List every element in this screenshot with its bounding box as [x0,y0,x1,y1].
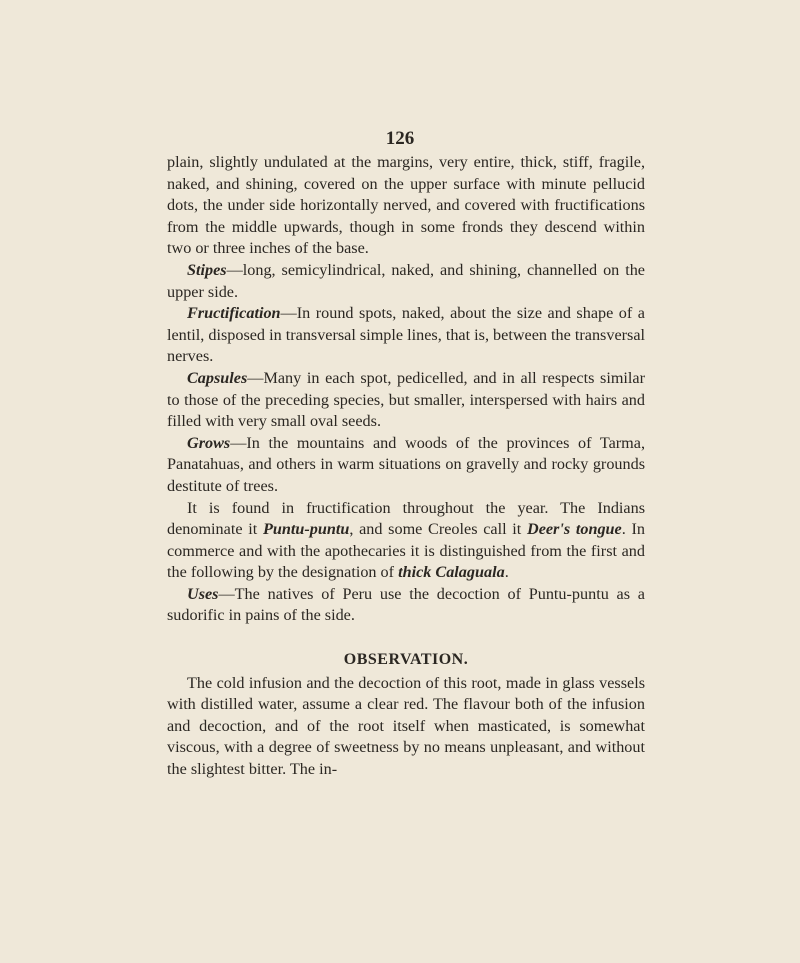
paragraph-text: The cold infusion and the decoction of this root, made in glass vessels with distilled water, assume a clear red. The flavour both of the infusion and decoction, and of the root itself when masticated, is somewhat viscous, with a degree of sweetness by no means unpleasant, and without the slightest bitter. The in- [167,673,645,779]
term-stipes: Stipes [187,260,227,279]
name-puntu-puntu: Puntu-puntu [262,520,350,539]
paragraph-uses [167,584,645,627]
paragraph-text: plain, slightly undulated at the margins, very entire, thick, stiff, fragile, naked, and shining, covered on the upper surface with minute pellucid dots, the under side horizontally nerved, and covered with fructifications from the middle upwards, though in some fronds they descend within two or three inches of the base. [167,153,645,258]
term-grows: Grows [187,433,231,452]
paragraph-text: —In round spots, naked, about the size and shape of a lentil, disposed in transversal simple lines, that is, between the transversal nerves. [167,304,645,366]
paragraph-frond [167,152,645,260]
paragraph-text: . [504,563,509,582]
name-deers-tongue: Deer's tongue [527,520,622,539]
paragraph-text: —long, semicylindrical, naked, and shining, channelled on the upper side. [167,260,645,301]
paragraph-fructification [167,303,645,368]
paragraph-text: . In commerce and with the apothecaries it is distinguished from the first and the following by the designation of [167,520,645,582]
paragraph-text: It is found in fructification throughout the year. The Indians denominate it [167,498,645,539]
paragraph-found [167,498,645,584]
paragraph-text: , and some Creoles call it [349,520,527,539]
page-number: 126 [385,128,415,149]
paragraph-text: —Many in each spot, pedicelled, and in all respects similar to those of the preceding species, but smaller, interspersed with hairs and filled with very small oval seeds. [167,368,645,431]
page-body [167,152,645,781]
paragraph-text: —In the mountains and woods of the provinces of Tarma, Panatahuas, and others in warm situations on gravelly and rocky grounds destitute of trees. [167,433,645,495]
paragraph-stipes [167,260,645,303]
paragraph-observation [167,673,645,781]
paragraph-text: —The natives of Peru use the decoction of Puntu-puntu as a sudorific in pains of the side. [167,584,645,625]
name-thick-calaguala: thick Calaguala [398,563,505,582]
observation-heading: OBSERVATION. [343,651,469,669]
term-capsules: Capsules [187,368,248,387]
paragraph-grows [167,433,645,498]
paragraph-capsules [167,368,645,433]
term-uses: Uses [187,584,219,603]
term-fructification: Fructification [187,304,281,323]
